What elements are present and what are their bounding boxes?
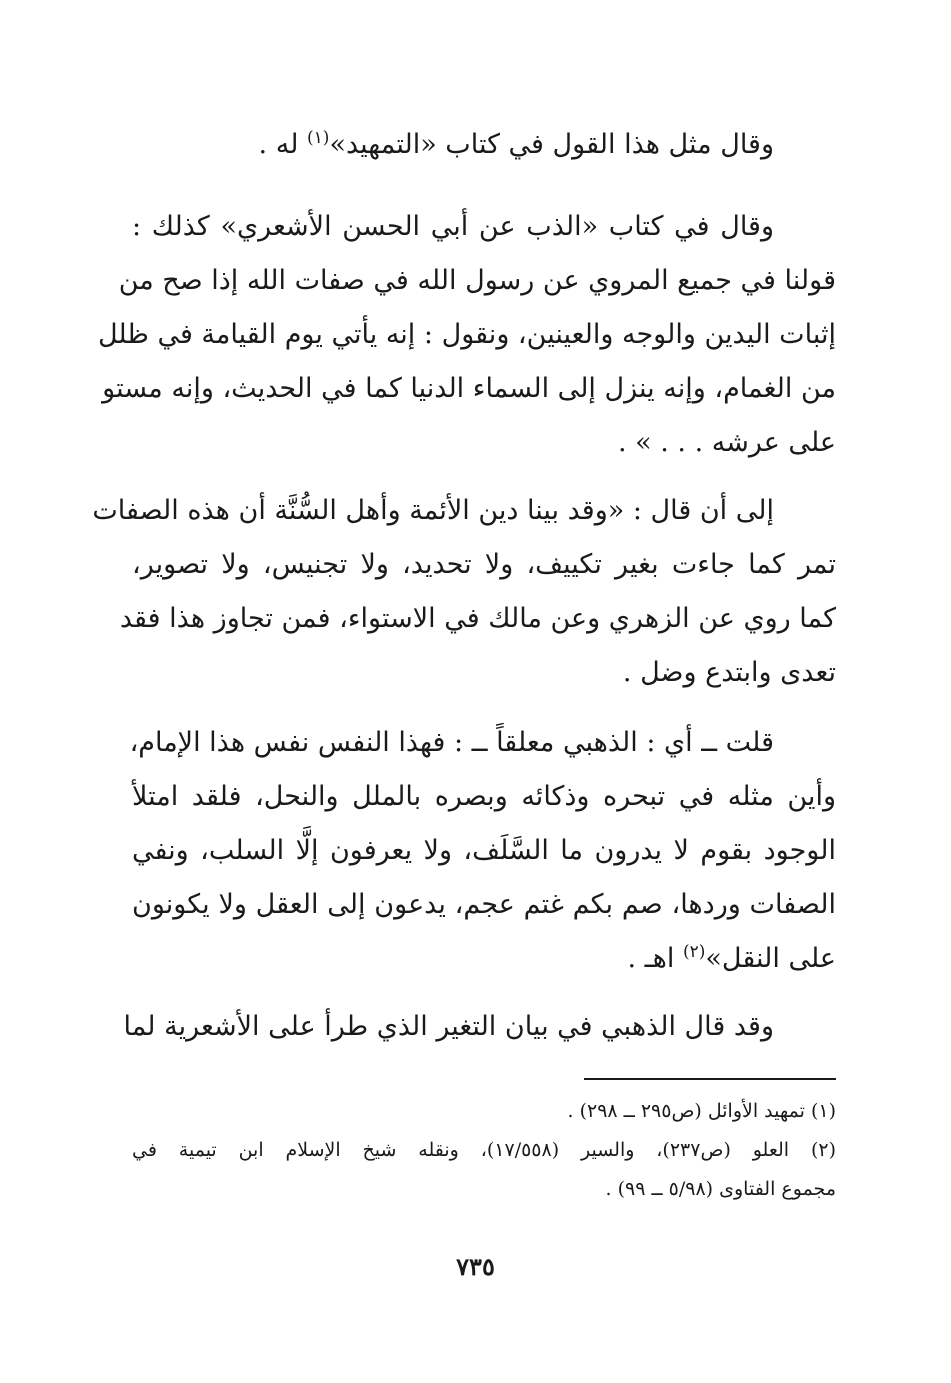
footnotes (132, 1092, 836, 1209)
paragraph-2 (97, 200, 836, 470)
footnote-ref-1: (١) (307, 128, 330, 148)
paragraph-4-line: وأين مثله في تبحره وذكائه وبصره بالملل والنحل، فلقد امتلأ (132, 781, 836, 812)
paragraph-4-last-line: على النقل»$^{(٢)}$ اهـ . (627, 942, 836, 974)
paragraph-1 (132, 118, 836, 172)
footnote-separator (584, 1078, 836, 1080)
paragraph-2-line: على عرشه . . . » . (617, 427, 836, 458)
footnote-2: (٢) العلو (ص٢٣٧)، والسير (١٧/٥٥٨)، ونقله شيخ الإسلام ابن تيمية في مجموع الفتاوى (٥/٩٨ ــ ٩٩) . (132, 1139, 836, 1200)
paragraph-3-line: تعدى وابتدع وضل . (622, 657, 836, 688)
footnote-1: (١) تمهيد الأوائل (ص٢٩٥ ــ ٢٩٨) . (567, 1100, 836, 1122)
paragraph-3-line: إلى أن قال : «وقد بينا دين الأئمة وأهل السُّنَّة أن هذه الصفات (92, 495, 774, 526)
paragraph-3 (92, 484, 836, 700)
paragraph-1-text: وقال مثل هذا القول في كتاب «التمهيد»$^{(١)}$ له . (258, 128, 774, 160)
paragraph-2-line: إثبات اليدين والوجه والعينين، ونقول : إنه يأتي يوم القيامة في ظلل (97, 319, 836, 350)
paragraph-5-line: وقد قال الذهبي في بيان التغير الذي طرأ على الأشعرية لما (123, 1011, 774, 1042)
footnote-ref-2: (٢) (682, 942, 706, 962)
paragraph-3-line: تمر كما جاءت بغير تكييف، ولا تحديد، ولا تجنيس، ولا تصوير، (132, 549, 836, 580)
paragraph-2-line: قولنا في جميع المروي عن رسول الله في صفات الله إذا صح من (118, 265, 836, 296)
paragraph-2-line: وقال في كتاب «الذب عن أبي الحسن الأشعري» كذلك : (132, 211, 774, 242)
paragraph-4-line: الوجود بقوم لا يدرون ما السَّلَف، ولا يعرفون إلَّا السلب، ونفي (132, 835, 836, 866)
paragraph-4-line: قلت ــ أي : الذهبي معلقاً ــ : فهذا النفس نفس هذا الإمام، (129, 727, 774, 758)
page-number: ٧٣٥ (456, 1252, 495, 1281)
paragraph-2-line: من الغمام، وإنه ينزل إلى السماء الدنيا كما في الحديث، وإنه مستو (102, 373, 836, 404)
paragraph-4 (129, 716, 836, 986)
paragraph-5 (123, 1000, 836, 1054)
paragraph-4-line: الصفات وردها، صم بكم غتم عجم، يدعون إلى العقل ولا يكونون (132, 889, 836, 920)
paragraph-3-line: كما روي عن الزهري وعن مالك في الاستواء، فمن تجاوز هذا فقد (119, 603, 836, 634)
